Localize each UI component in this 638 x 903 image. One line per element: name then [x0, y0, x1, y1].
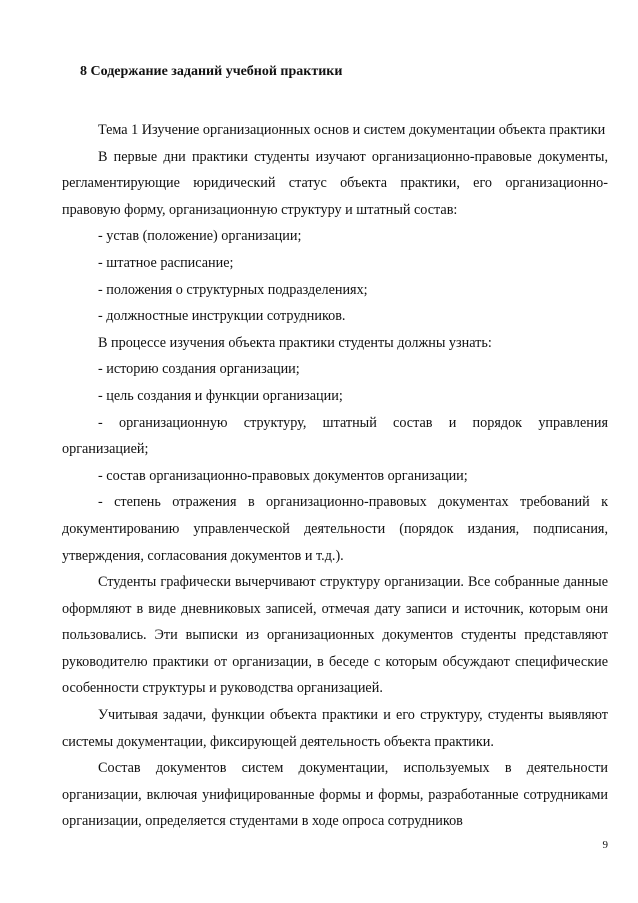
paragraph-structure: Студенты графически вычерчивают структуру организации. Все собранные данные оформляют в виде дневниковых записей, отмечая дату записи и источник, которым они пользовались. Эти выписки из организационных документов студенты представляют руководителю практики от организации, в беседе с которым обсуждают специфические особенности структуры и руководства организацией.	[62, 574, 608, 697]
list-item: - должностные инструкции сотрудников.	[98, 308, 346, 325]
paragraph-learn: В процессе изучения объекта практики студенты должны узнать:	[98, 334, 492, 351]
paragraph-intro: В первые дни практики студенты изучают организационно-правовые документы, регламентирующие юридический статус объекта практики, его организационно-правовую форму, организационную структуру и штатный состав:	[62, 148, 608, 218]
list-item: - устав (положение) организации;	[98, 228, 302, 245]
section-heading: 8 Содержание заданий учебной практики	[80, 64, 343, 79]
list-item: - степень отражения в организационно-правовых документах требований к документированию управленческой деятельности (порядок издания, подписания, утверждения, согласования документов и т.д.).	[62, 494, 608, 564]
page-number: 9	[602, 839, 608, 851]
list-item: - положения о структурных подразделениях;	[98, 281, 368, 298]
list-item: - штатное расписание;	[98, 254, 234, 271]
list-item: - историю создания организации;	[98, 361, 300, 378]
paragraph-systems: Учитывая задачи, функции объекта практики и его структуру, студенты выявляют системы документации, фиксирующей деятельность объекта практики.	[62, 707, 608, 750]
list-item: - цель создания и функции организации;	[98, 387, 343, 404]
paragraph-topic-1: Тема 1 Изучение организационных основ и систем документации объекта практики	[98, 122, 606, 138]
paragraph-composition: Состав документов систем документации, используемых в деятельности организации, включая унифицированные формы и формы, разработанные сотрудниками организации, определяется студентами в ходе опроса сотрудников	[62, 760, 608, 830]
body-text	[62, 117, 608, 835]
list-item: - организационную структуру, штатный состав и порядок управления организацией;	[62, 414, 608, 458]
list-item: - состав организационно-правовых документов организации;	[98, 467, 468, 484]
